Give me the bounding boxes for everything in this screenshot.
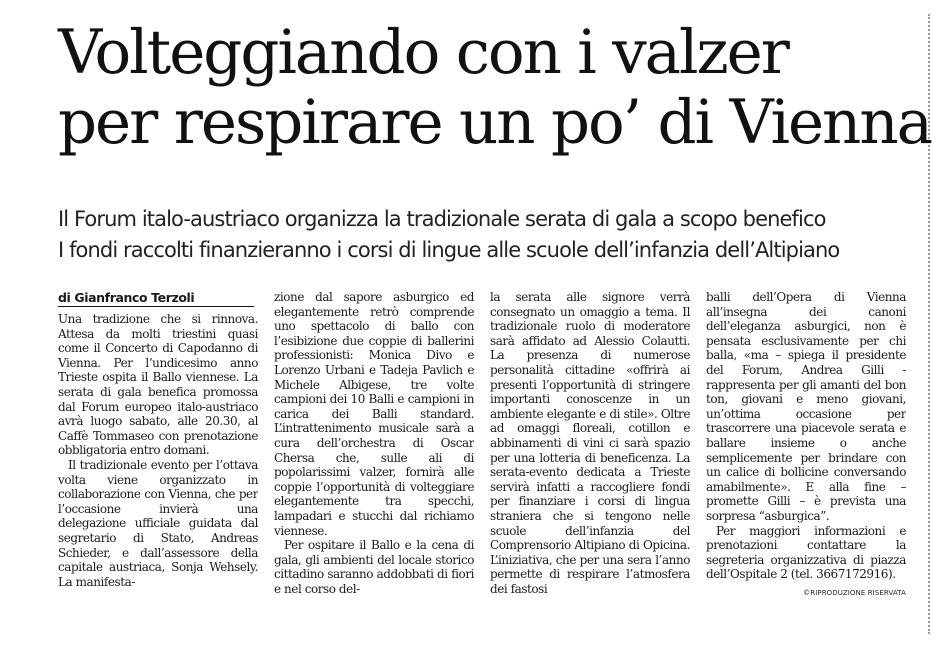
byline: di Gianfranco Terzoli	[58, 290, 254, 307]
copyright-notice: ©RIPRODUZIONE RISERVATA	[803, 588, 906, 597]
subheadline	[58, 204, 918, 266]
article-column-2	[274, 290, 474, 636]
subheadline-line-2: I fondi raccolti finanzieranno i corsi di lingue alle scuole dell’infanzia dell’Altipiano	[58, 238, 840, 262]
paragraph: Il tradizionale evento per l’ottava volta viene organizzato in collaborazione con Vienna, che per l’occasione invierà una delegazione ufficiale guidata dal segretario di Stato, Andreas Schieder, e dall’assessore della capitale austriaca, Sonja Wehsely. La manifesta-	[58, 457, 258, 589]
paragraph: balli dell’Opera di Vienna all’insegna dei canoni dell’eleganza asburgici, non è pensata esclusivamente per chi balla, «ma – spiega il presidente del Forum, Andrea Gilli - rappresenta per gli amanti del bon ton, giovani e meno giovani, un’ottima occasione per trascorrere una piacevole serata e ballare insieme o anche semplicemente per brindare con un calice di bollicine conversando amabilmente». E alla fine – promette Gilli – è prevista una sorpresa “asburgica”.	[706, 290, 906, 523]
paragraph: Per ospitare il Ballo e la cena di gala, gli ambienti del locale storico cittadino saranno addobbati di fiori e nel corso del-	[274, 538, 474, 596]
paragraph: Per maggiori informazioni e prenotazioni contattare la segreteria organizzativa di piazza dell’Ospitale 2 (tel. 3667172916).	[706, 523, 906, 582]
paragraph: zione dal sapore asburgico ed elegantemente retrò comprende uno spettacolo di ballo con l’esibizione due coppie di ballerini professionisti: Monica Divo e Lorenzo Urbani e Tadeja Pavlich e Michele Albigese, tre volte campioni dei 10 Balli e campioni in carica dei Balli standard. L’intrattenimento musicale sarà a cura dell’orchestra di Oscar Chersa che, sulle ali di popolarissimi valzer, fornirà alle coppie l’opportunità di volteggiare elegantemente tra specchi, lampadari e stucchi dal richiamo viennese.	[274, 290, 474, 538]
headline	[58, 17, 931, 158]
article-column-3	[490, 290, 690, 636]
headline-line-2: per respirare un po’ di Vienna	[58, 87, 931, 158]
headline-line-1: Volteggiando con i valzer	[58, 17, 788, 88]
article-column-4	[706, 290, 906, 636]
paragraph: la serata alle signore verrà consegnato un omaggio a tema. Il tradizionale ruolo di moderatore sarà affidato ad Alessio Colautti. La presenza di numerose personalità cittadine «offrirà ai presenti l’opportunità di stringere importanti conoscenze in un ambiente elegante e di stile». Oltre ad omaggi floreali, cotillon e abbinamenti di vini ci sarà spazio per una lotteria di beneficenza. La serata-evento dedicata a Trieste servirà infatti a raccogliere fondi per finanziare i corsi di lingua straniera che si tengono nelle scuole dell’infanzia del Comprensorio Altipiano di Opicina. L’iniziativa, che per una sera l’anno permette di respirare l’atmosfera dei fastosi	[490, 290, 690, 596]
article-column-1	[58, 290, 258, 636]
paragraph: Una tradizione che si rinnova. Attesa da molti triestini quasi come il Concerto di Capodanno di Vienna. Per l’undicesimo anno Trieste ospita il Ballo viennese. La serata di gala benefica promossa dal Forum europeo italo-austriaco avrà luogo sabato, alle 20.30, al Caffè Tommaseo con prenotazione obbligatoria entro domani.	[58, 312, 258, 458]
article-body	[58, 290, 918, 636]
subheadline-line-1: Il Forum italo-austriaco organizza la tradizionale serata di gala a scopo benefico	[58, 207, 826, 231]
